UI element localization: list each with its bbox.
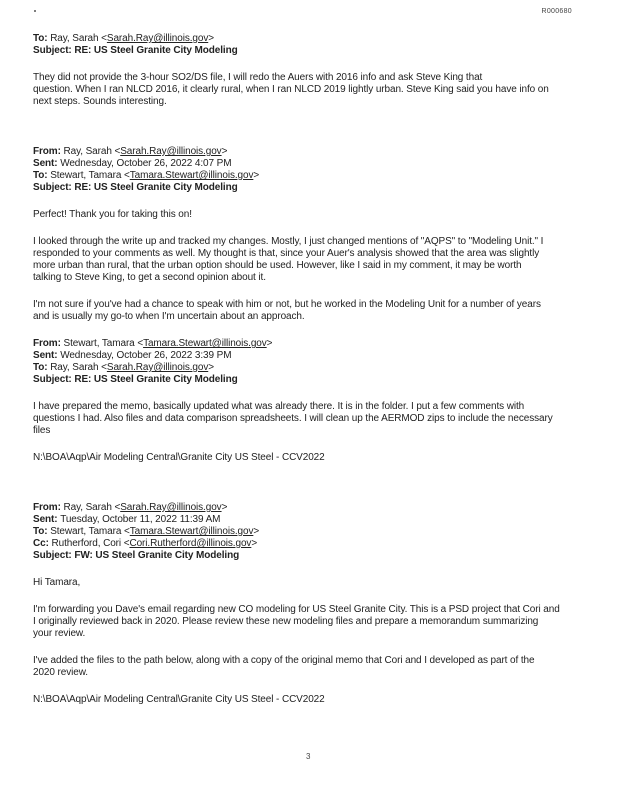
text-segment: I've added the files to the path below, along with a copy of the original memo that Cori and I developed as part of the [33,655,535,666]
text-line [33,338,272,350]
header-label: From: [33,502,64,513]
text-line [33,72,482,84]
text-line [33,401,524,413]
text-segment: > [251,538,258,549]
text-segment: They did not provide the 3-hour SO2/DS file, I will redo the Auers with 2016 info and ask Steve King that [33,72,483,83]
scan-speck [34,10,36,12]
bates-number: R000680 [541,8,572,15]
page-number: 3 [306,752,311,761]
text-segment: talking to Steve King, to get a second opinion about it. [33,272,266,283]
email-link[interactable]: Sarah.Ray@illinois.gov [106,33,209,44]
text-line [33,452,325,464]
text-segment: N:\BOA\Aqp\Air Modeling Central\Granite City US Steel - CCV2022 [33,452,325,463]
text-line [33,146,227,158]
text-line [33,538,257,550]
email-link[interactable]: Tamara.Stewart@illinois.gov [129,526,254,537]
text-line [33,272,266,284]
text-line [33,667,88,679]
text-segment: Tuesday, October 11, 2022 11:39 AM [60,514,221,525]
email-link[interactable]: Cori.Rutherford@illinois.gov [129,538,252,549]
text-segment: > [253,170,260,181]
text-line [33,655,534,667]
text-line [33,350,231,362]
text-segment: > [266,338,273,349]
text-segment: and is usually my go-to when I'm uncertain about an approach. [33,311,305,322]
text-line [33,248,539,260]
header-label: From: [33,146,64,157]
text-line [33,502,227,514]
text-segment: Wednesday, October 26, 2022 4:07 PM [60,158,232,169]
text-line [33,374,238,386]
text-line [33,694,325,706]
text-segment: Ray, Sarah < [63,502,121,513]
email-link[interactable]: Sarah.Ray@illinois.gov [106,362,209,373]
header-label: Sent: [33,350,61,361]
text-segment: your review. [33,628,86,639]
text-segment: more urban than rural, that the urban option should be used. However, like I said in my comment, it may be worth [33,260,522,271]
text-line [33,514,220,526]
email-link[interactable]: Sarah.Ray@illinois.gov [120,146,222,157]
text-segment: Ray, Sarah < [63,146,121,157]
text-segment: Ray, Sarah < [50,33,107,44]
text-segment: > [208,33,214,44]
text-segment: files [33,425,51,436]
email-link[interactable]: Tamara.Stewart@illinois.gov [143,338,267,349]
text-segment: N:\BOA\Aqp\Air Modeling Central\Granite City US Steel - CCV2022 [33,694,325,705]
email-link[interactable]: Tamara.Stewart@illinois.gov [129,170,254,181]
text-segment: Stewart, Tamara < [63,338,144,349]
header-label: To: [33,526,51,537]
text-segment: I have prepared the memo, basically updated what was already there. It is in the folder. I put a few comments with [33,401,525,412]
text-line [33,45,238,57]
text-line [33,425,50,437]
text-segment: > [221,146,228,157]
text-line [33,628,85,640]
text-segment: Ray, Sarah < [50,362,107,373]
header-label: Sent: [33,514,61,525]
header-label: Subject: RE: US Steel Granite City Modeling [33,374,238,385]
text-segment: > [221,502,228,513]
text-segment: > [208,362,214,373]
text-line [33,362,214,374]
text-line [33,33,214,45]
header-label: Sent: [33,158,61,169]
text-segment: questions I had. Also files and data comparison spreadsheets. I will clean up the AERMOD zips to include the necessary [33,413,553,424]
text-line [33,260,522,272]
header-label: From: [33,338,64,349]
text-segment: Rutherford, Cori < [51,538,130,549]
text-segment: Stewart, Tamara < [50,170,130,181]
text-line [33,236,543,248]
header-label: Cc: [33,538,52,549]
text-segment: I looked through the write up and tracked my changes. Mostly, I just changed mentions of "AQPS" to "Modeling Unit." I [33,236,544,247]
header-label: To: [33,170,51,181]
text-segment: 2020 review. [33,667,88,678]
text-line [33,413,553,425]
text-segment: next steps. Sounds interesting. [33,96,167,107]
text-line [33,604,560,616]
email-link[interactable]: Sarah.Ray@illinois.gov [120,502,222,513]
text-line [33,616,538,628]
text-segment: Stewart, Tamara < [50,526,130,537]
text-segment: question. When I ran NLCD 2016, it clearly rural, when I ran NLCD 2019 lightly urban. Steve King said you have info on [33,84,549,95]
text-line [33,550,239,562]
header-label: Subject: RE: US Steel Granite City Modeling [33,45,238,56]
text-line [33,170,259,182]
text-segment: I'm not sure if you've had a chance to speak with him or not, but he worked in the Modeling Unit for a number of years [33,299,541,310]
text-segment: Hi Tamara, [33,577,81,588]
text-segment: responded to your comments as well. My thought is that, since your Auer's analysis showed that the area was slightly [33,248,540,259]
text-line [33,577,80,589]
text-line [33,158,231,170]
header-label: To: [33,33,51,44]
text-line [33,311,305,323]
text-segment: Wednesday, October 26, 2022 3:39 PM [60,350,232,361]
header-label: Subject: RE: US Steel Granite City Modeling [33,182,238,193]
header-label: Subject: FW: US Steel Granite City Modeling [33,550,240,561]
text-segment: I originally reviewed back in 2020. Please review these new modeling files and prepare a memorandum summarizing [33,616,539,627]
text-line [33,526,259,538]
text-line [33,84,549,96]
text-line [33,299,541,311]
text-segment: Perfect! Thank you for taking this on! [33,209,192,220]
header-label: To: [33,362,51,373]
text-segment: > [253,526,260,537]
text-line [33,96,167,108]
text-segment: I'm forwarding you Dave's email regarding new CO modeling for US Steel Granite City. This is a PSD project that Cori and [33,604,560,615]
text-line [33,209,192,221]
text-line [33,182,238,194]
